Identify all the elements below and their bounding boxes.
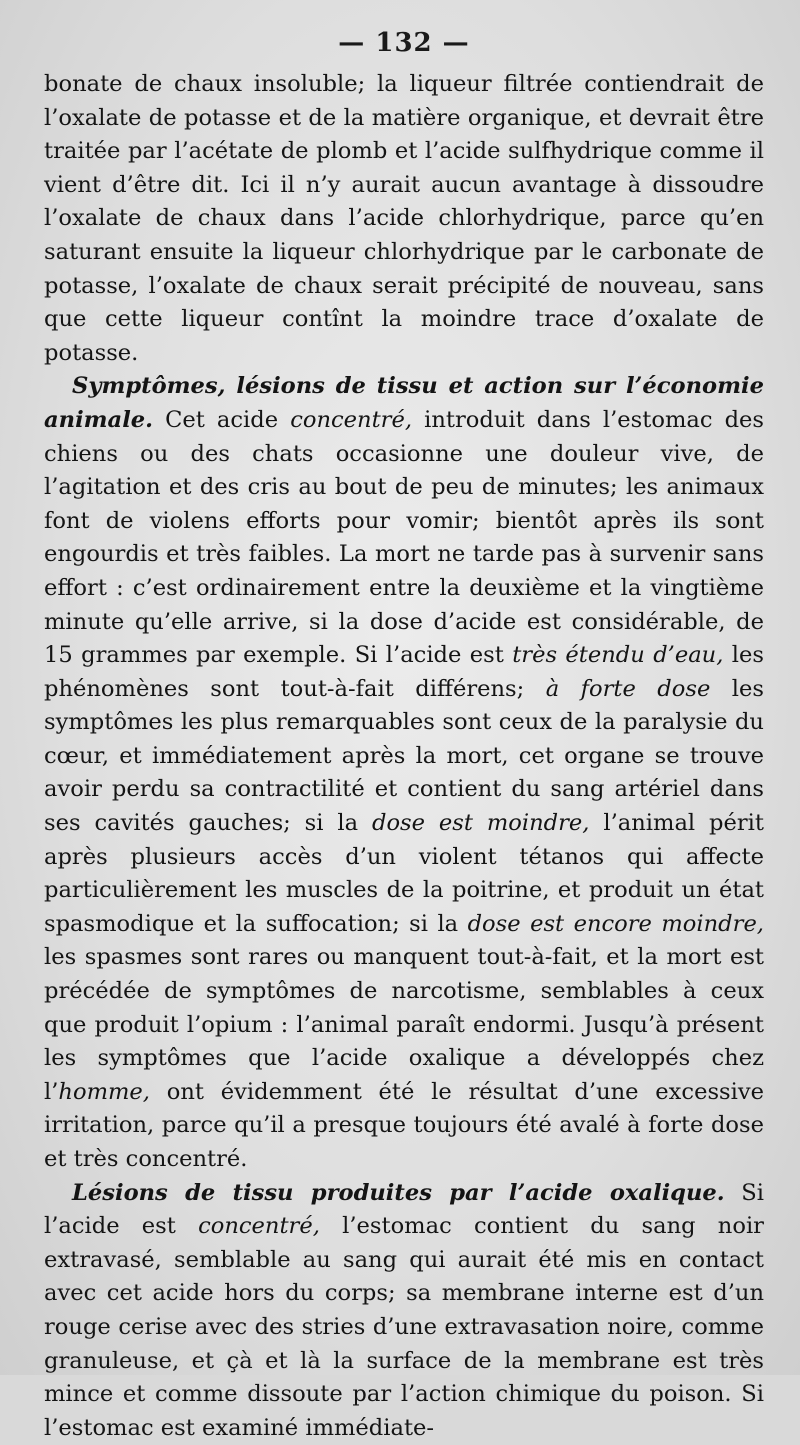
text-run: les spasmes sont rares ou manquent tout-à-fait, et la mort est précédée de symptômes de narcotisme, semblables à ceux que produit l’opium : l’animal paraît endormi. Jusqu’à présent les symptômes que l’acide oxalique a développés chez l’	[44, 944, 764, 1105]
italic-text: concentré,	[198, 1213, 320, 1240]
text-run: Si l’acide est	[44, 1179, 764, 1240]
section-heading: Symptômes, lésions de tissu et action sur l’économie animale.	[44, 373, 764, 433]
paragraph	[44, 68, 764, 370]
paragraph	[44, 370, 764, 1176]
section-heading: Lésions de tissu produites par l’acide oxalique.	[72, 1179, 725, 1206]
page-number: — 132 —	[338, 28, 470, 58]
paragraph	[44, 1177, 764, 1445]
body-text	[44, 68, 764, 1445]
text-run: les phénomènes sont tout-à-fait différens;	[44, 642, 764, 702]
text-run: l’estomac contient du sang noir extravasé, semblable au sang qui aurait été mis en contact avec cet acide hors du corps; sa membrane interne est d’un rouge cerise avec des stries d’une extravasation noire, comme granuleuse, et çà et là la surface de la membrane est très mince et comme dissoute par l’action chimique du poison. Si l’estomac est examiné immédiate-	[44, 1213, 764, 1441]
text-run: bonate de chaux insoluble; la liqueur filtrée contiendrait de l’oxalate de potasse et de la matière organique, et devrait être traitée par l’acétate de plomb et l’acide sulfhydrique comme il vient d’être dit. Ici il n’y aurait aucun avantage à dissoudre l’oxalate de chaux dans l’acide chlorhydrique, parce qu’en saturant ensuite la liqueur chlorhydrique par le carbonate de potasse, l’oxalate de chaux serait précipité de nouveau, sans que cette liqueur contînt la moindre trace d’oxalate de potasse.	[44, 71, 764, 366]
text-run: Cet acide	[153, 406, 291, 433]
text-run: les symptômes les plus remarquables sont ceux de la paralysie du cœur, et immédiatement après la mort, cet organe se trouve avoir perdu sa contractilité et contient du sang artériel dans ses cavités gauches; si la	[44, 675, 764, 837]
italic-text: à forte dose	[545, 675, 711, 702]
italic-text: homme,	[58, 1078, 150, 1105]
text-run: l’animal périt après plusieurs accès d’un violent tétanos qui affecte particulièrement les muscles de la poitrine, et produit un état spasmodique et la suffocation; si la	[44, 810, 764, 937]
text-run: introduit dans l’estomac des chiens ou des chats occasionne une douleur vive, de l’agitation et des cris au bout de peu de minutes; les animaux font de violens efforts pour vomir; bientôt après ils sont engourdis et très faibles. La mort ne tarde pas à survenir sans effort : c’est ordinairement entre la deuxième et la vingtième minute qu’elle arrive, si la dose d’acide est considérable, de 15 grammes par exemple. Si l’acide est	[44, 406, 765, 669]
italic-text: dose est encore moindre,	[467, 910, 764, 937]
italic-text: dose est moindre,	[371, 810, 590, 837]
italic-text: concentré,	[290, 406, 413, 433]
italic-text: très étendu d’eau,	[512, 642, 724, 669]
text-run: ont évidemment été le résultat d’une excessive irritation, parce qu’il a presque toujours été avalé à forte dose et très concentré.	[44, 1078, 764, 1172]
